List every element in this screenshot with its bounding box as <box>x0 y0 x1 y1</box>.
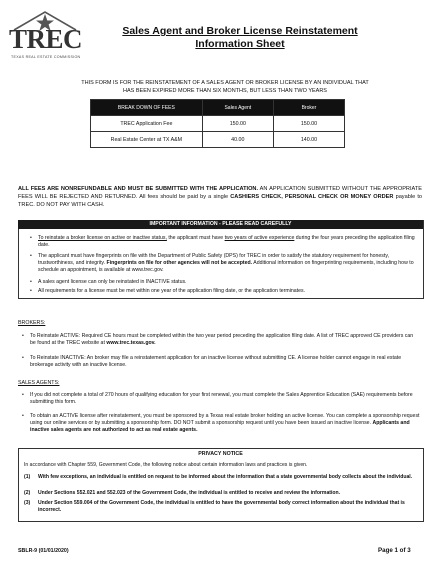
brokers-item <box>22 333 420 349</box>
important-item <box>30 288 418 296</box>
fees-cell: Real Estate Center at TX A&M <box>91 132 203 148</box>
important-item-text: The applicant must have fingerprints on file with the Department of Public Safety (DPS) for TREC in order to satisfy the statutory requirement for honesty, trustworthiness, and integrity. <box>38 253 389 267</box>
important-item-text: A sales agent license can only be reinstated in INACTIVE status. <box>38 279 187 285</box>
form-id: SBLR-9 (01/01/2020) <box>18 548 69 554</box>
fees-cell: TREC Application Fee <box>91 116 203 132</box>
important-item-text-2: during the four years preceding the application filing date. <box>38 235 415 249</box>
brokers-item-text: To Reinstate ACTIVE: Required CE hours must be completed within the two year period preceding the application filing date. A list of TREC approved CE providers can be found at the TREC website at <box>30 333 414 347</box>
brokers-heading: BROKERS: <box>18 320 46 326</box>
fees-cell: 140.00 <box>273 132 344 148</box>
sales-agents-item-bold: Applicants and inactive sales agents are not authorized to act as real estate agents. <box>30 420 410 434</box>
trec-website-link[interactable]: www.trec.texas.gov. <box>106 340 156 347</box>
fees-header-cell: BREAK DOWN OF FEES <box>91 100 203 116</box>
privacy-title: PRIVACY NOTICE <box>198 451 243 457</box>
sales-agents-heading: SALES AGENTS: <box>18 380 60 386</box>
fees-notice-bold: ALL FEES ARE NONREFUNDABLE AND MUST BE SUBMITTED WITH THE APPLICATION. <box>18 186 259 192</box>
important-heading: IMPORTANT INFORMATION - PLEASE READ CAREFULLY <box>18 220 423 229</box>
sales-agents-item-text: If you did not complete a total of 270 hours of qualifying education for your first renewal, you must complete the Sales Apprentice Education (SAE) requirements before submitting this form. <box>30 392 413 406</box>
important-item-text-2: Additional information on fingerprinting requirements, including how to schedule an appointment, is available at www.trec.gov. <box>38 260 414 274</box>
brokers-item-text: To Reinstate INACTIVE: An broker may file a reinstatement application for an inactive license without submitting CE. A license holder cannot engage in real estate brokerage activity with an inactive license. <box>30 355 402 369</box>
privacy-item-text: With few exceptions, an individual is entitled on request to be informed about the information that a state governmental body collects about the individual. <box>38 474 413 480</box>
privacy-item-text: Under Section 559.004 of the Government Code, the individual is entitled to have the governmental body correct information about the individual that is incorrect. <box>38 500 405 513</box>
privacy-item-number: (3) <box>24 500 31 506</box>
important-item-underline: To reinstate a broker license on active or inactive status, <box>38 235 167 241</box>
important-item-underline-2: two years of active experience <box>224 235 295 241</box>
privacy-intro: In accordance with Chapter 559, Government Code, the following notice about certain information laws and practices is given. <box>24 462 308 468</box>
bullet-icon: • <box>22 392 24 398</box>
bullet-icon: • <box>22 333 24 339</box>
important-item <box>30 279 418 287</box>
important-item <box>30 253 418 277</box>
sales-agents-item <box>22 392 420 408</box>
privacy-item-text: Under Sections 552.021 and 552.023 of the Government Code, the individual is entitled to receive and review the information. <box>38 490 341 496</box>
fees-cell: 40.00 <box>202 132 273 148</box>
bullet-icon: • <box>30 235 32 241</box>
fees-header-row <box>91 100 345 116</box>
fees-table <box>90 99 345 148</box>
privacy-item-number: (1) <box>24 474 31 480</box>
important-item <box>30 235 418 251</box>
intro-text: THIS FORM IS FOR THE REINSTATEMENT OF A SALES AGENT OR BROKER LICENSE BY AN INDIVIDUAL THAT HAS BEEN EXPIRED MORE THAN SIX MONTHS, BUT LESS THAN TWO YEARS <box>81 80 369 94</box>
sales-agents-item-text: To obtain an ACTIVE license after reinstatement, you must be sponsored by a Texas real estate broker holding an active license. You can complete a sponsorship request using our online services or by submitting a sponsorship form. DO NOT submit a sponsorship request until you have been issued an inactive license. <box>30 413 420 427</box>
fees-row <box>91 116 345 132</box>
privacy-item <box>24 490 416 498</box>
bullet-icon: • <box>30 253 32 259</box>
fees-notice <box>18 186 422 209</box>
logo-wordmark: TREC <box>9 24 83 54</box>
privacy-item <box>24 500 416 514</box>
important-item-bold: Fingerprints on file for other agencies will not be accepted. <box>106 260 253 267</box>
fees-cell: 150.00 <box>202 116 273 132</box>
privacy-item <box>24 474 416 488</box>
page-title <box>90 25 390 51</box>
brokers-item <box>22 355 420 371</box>
bullet-icon: • <box>30 288 32 294</box>
fees-row <box>91 132 345 148</box>
fees-notice-text-2: payable to TREC. DO NOT PAY WITH CASH. <box>18 193 423 208</box>
important-item-text: the applicant must have <box>166 235 225 241</box>
important-item-text: All requirements for a license must be met within one year of the application filing date, or the application terminates. <box>38 288 306 294</box>
fees-header-cell: Sales Agent <box>202 100 273 116</box>
privacy-item-number: (2) <box>24 490 31 496</box>
title-line-2: Information Sheet <box>195 38 285 50</box>
fees-header-cell: Broker <box>273 100 344 116</box>
fees-cell: 150.00 <box>273 116 344 132</box>
bullet-icon: • <box>22 413 24 419</box>
page-number: Page 1 of 3 <box>378 547 411 554</box>
sales-agents-item <box>22 413 420 437</box>
bullet-icon: • <box>30 279 32 285</box>
logo-subtitle: TEXAS REAL ESTATE COMMISSION <box>11 55 81 59</box>
bullet-icon: • <box>22 355 24 361</box>
title-line-1: Sales Agent and Broker License Reinstatement <box>122 25 358 37</box>
fees-notice-payment: CASHIERS CHECK, PERSONAL CHECK OR MONEY ORDER <box>230 193 394 200</box>
fees-notice-text: AN APPLICATION SUBMITTED WITHOUT THE APPROPRIATE FEES WILL BE REJECTED AND RETURNED. All fees should be paid by a single <box>18 186 422 200</box>
